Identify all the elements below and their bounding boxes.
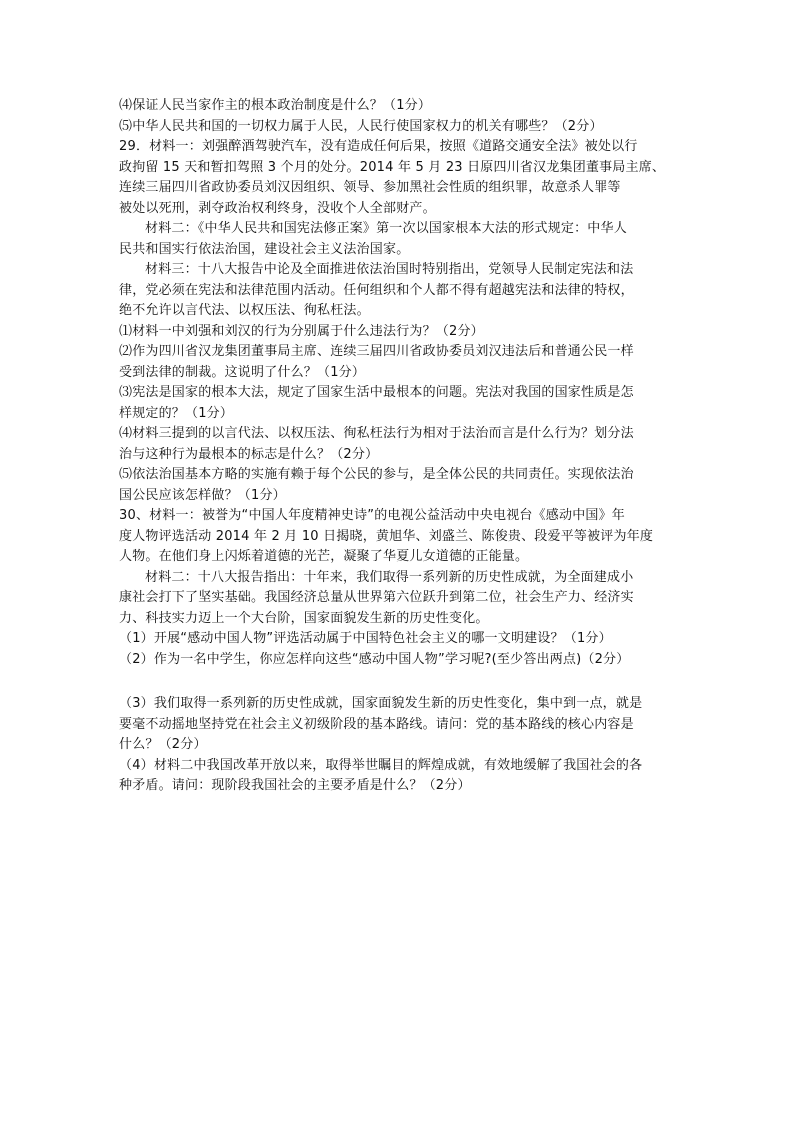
q30-2: （2）作为一名中学生，你应怎样向这些“感动中国人物”学习呢?(至少答出两点)（2分）	[119, 651, 630, 667]
q29-material-3-line-1: 材料三：十八大报告中论及全面推进依法治国时特别指出，党领导人民制定宪法和法	[145, 262, 634, 277]
q30-3-line-1: （3）我们取得一系列新的历史性成就，国家面貌发生新的历史性变化，集中到一点，就是	[119, 696, 643, 711]
q30-1: （1）开展“感动中国人物”评选活动属于中国特色社会主义的哪一文明建设？（1分）	[119, 631, 612, 646]
q30-4-line-2: 种矛盾。请问：现阶段我国社会的主要矛盾是什么？（2分）	[119, 778, 471, 793]
q29-5-line-2: 国公民应该怎样做？（1分）	[119, 487, 286, 503]
q29-material-3-line-3: 绝不允许以言代法、以权压法、徇私枉法。	[119, 303, 370, 318]
q29-3-line-1: ⑶宪法是国家的根本大法，规定了国家生活中最根本的问题。宪法对我国的国家性质是怎	[119, 385, 634, 400]
q30-3-line-2: 要毫不动摇地坚持党在社会主义初级阶段的基本路线。请问：党的基本路线的核心内容是	[119, 716, 634, 732]
q29-3-line-2: 样规定的？（1分）	[119, 405, 234, 421]
q29-5-line-1: ⑸依法治国基本方略的实施有赖于每个公民的参与，是全体公民的共同责任。实现依法治	[119, 467, 634, 482]
q29-material-2-line-2: 民共和国实行依法治国，建设社会主义法治国家。	[119, 241, 410, 257]
q29-2-line-1: ⑵作为四川省汉龙集团董事局主席、连续三届四川省政协委员刘汉违法后和普通公民一样	[119, 344, 634, 359]
q28-5: ⑸中华人民共和国的一切权力属于人民，人民行使国家权力的机关有哪些？（2分）	[119, 118, 603, 134]
q28-4: ⑷保证人民当家作主的根本政治制度是什么？（1分）	[119, 98, 432, 113]
q29-4-line-1: ⑷材料三提到的以言代法、以权压法、徇私枉法行为相对于法治而言是什么行为？划分法	[119, 426, 634, 441]
q30-material-2-line-2: 康社会打下了坚实基础。我国经济总量从世界第六位跃升到第二位，社会生产力、经济实	[119, 590, 634, 605]
q29-1: ⑴材料一中刘强和刘汉的行为分别属于什么违法行为？（2分）	[119, 323, 484, 339]
q29-material-2-line-1: 材料二：《中华人民共和国宪法修正案》第一次以国家根本大法的形式规定：中华人	[145, 221, 627, 236]
q30-material-1-line-3: 人物。在他们身上闪烁着道德的光芒，凝聚了华夏儿女道德的正能量。	[119, 549, 529, 564]
q29-material-3-line-2: 律，党必须在宪法和法律范围内活动。任何组织和个人都不得有超越宪法和法律的特权，	[119, 282, 634, 298]
q29-2-line-2: 受到法律的制裁。这说明了什么？（1分）	[119, 364, 366, 380]
q30-material-1-line-1: 30、材料一：被誉为“中国人年度精神史诗”的电视公益活动中央电视台《感动中国》年	[119, 508, 626, 523]
q29-material-1-line-2: 政拘留 15 天和暂扣驾照 3 个月的处分。2014 年 5 月 23 日原四川省汉龙集团董事局主席、	[119, 159, 666, 175]
q30-4-line-1: （4）材料二中我国改革开放以来，取得举世瞩目的辉煌成就，有效地缓解了我国社会的各	[119, 757, 643, 773]
q29-4-line-2: 治与这种行为最根本的标志是什么？（2分）	[119, 446, 379, 462]
q30-material-2-line-3: 力、科技实力迈上一个大台阶，国家面貌发生新的历史性变化。	[119, 610, 489, 626]
q30-material-1-line-2: 度人物评选活动 2014 年 2 月 10 日揭晓，黄旭华、刘盛兰、陈俊贵、段爱平等被评为年度	[119, 528, 654, 544]
q29-material-1-line-4: 被处以死刑，剥夺政治权利终身，没收个人全部财产。	[119, 200, 436, 216]
document-page	[119, 96, 679, 797]
q30-3-line-3: 什么？（2分）	[119, 737, 207, 752]
q29-material-1-line-3: 连续三届四川省政协委员刘汉因组织、领导、参加黑社会性质的组织罪，故意杀人罪等	[119, 180, 621, 195]
answer-space	[119, 670, 679, 694]
q30-material-2-line-1: 材料二：十八大报告指出：十年来，我们取得一系列新的历史性成就，为全面建成小	[145, 569, 634, 585]
q29-material-1-line-1: 29．材料一：刘强醉酒驾驶汽车，没有造成任何后果，按照《道路交通安全法》被处以行	[119, 139, 638, 154]
